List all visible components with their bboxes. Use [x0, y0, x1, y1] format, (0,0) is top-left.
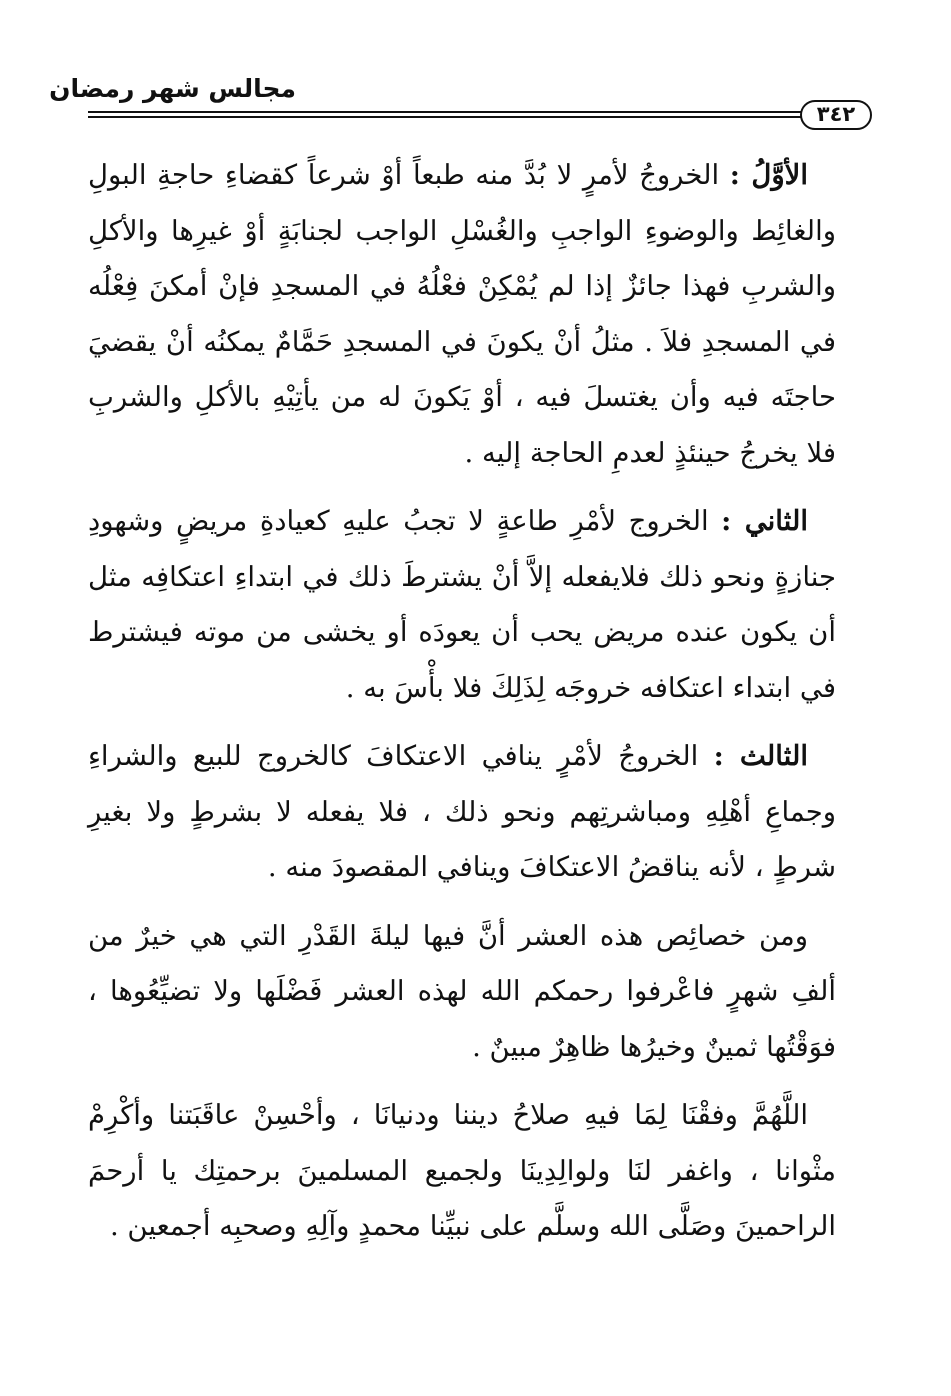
header-double-rule — [88, 111, 806, 119]
page-body — [88, 148, 836, 1268]
paragraph-text: اللَّهُمَّ وفقْنَا لِمَا فيهِ صلاحُ ديننا ودنيانَا ، وأحْسِنْ عاقَبَتنا وأكْرِمْ مثْوانا ، واغفر لنَا ولوالِدِينَا ولجميع المسلمينَ برحمتِك يا أرحمَ الراحمينَ وصَلَّى الله وسلَّم على نبيِّنا محمدٍ وآلِهِ وصحبِه أجمعين . — [88, 1099, 836, 1242]
page-number-badge: ٣٤٢ — [800, 100, 872, 130]
header-rule-top-line — [88, 111, 806, 113]
paragraph-text: الخروجُ لأمْرٍ ينافي الاعتكافَ كالخروج للبيع والشراءِ وجماعِ أهْلِهِ ومباشرتِهم ونحو ذلك ، فلا يفعله لا بشرطٍ ولا بغيرِ شرطٍ ، لأنه يناقضُ الاعتكافَ وينافي المقصودَ منه . — [88, 740, 836, 883]
paragraph-lead: الثالث : — [713, 740, 808, 772]
paragraph-closing-prayer — [88, 1088, 836, 1255]
paragraph-laylat-al-qadr — [88, 909, 836, 1076]
paragraph-lead: الأوَّلُ : — [729, 159, 808, 191]
paragraph-first-case — [88, 148, 836, 481]
paragraph-text: الخروج لأمْرِ طاعةٍ لا تجبُ عليهِ كعيادةِ مريضٍ وشهودِ جنازةٍ ونحو ذلك فلايفعله إلاَّ أنْ يشترطَ ذلك في ابتداءِ اعتكافِه مثل أن يكون عنده مريض يحب أن يعودَه أو يخشى من موته فيشترط في ابتداء اعتكافه خروجَه لِذَلِكَ فلا بأْسَ به . — [88, 505, 836, 704]
paragraph-third-case — [88, 729, 836, 896]
paragraph-lead: الثاني : — [721, 505, 808, 537]
paragraph-text: ومن خصائِص هذه العشر أنَّ فيها ليلةَ القَدْرِ التي هي خيرٌ من ألفِ شهرٍ فاعْرفوا رحمكم الله لهذه العشر فَضْلَها ولا تضيِّعُوها ، فوَقْتُها ثمينٌ وخيرُها ظاهِرٌ مبينٌ . — [88, 919, 836, 1063]
header-rule-bottom-line — [88, 116, 806, 118]
running-header-title: مجالس شهر رمضان — [49, 74, 296, 103]
paragraph-second-case — [88, 494, 836, 716]
paragraph-text: الخروجُ لأمرٍ لا بُدَّ منه طبعاً أوْ شرعاً كقضاءِ حاجةِ البولِ والغائِط والوضوءِ الواجبِ والغُسْلِ الواجب لجنابَةٍ أوْ غيرِها والأكلِ والشربِ فهذا جائزٌ إذا لم يُمْكِنْ فعْلُهُ في المسجدِ فإنْ أمكنَ فِعْلُه في المسجدِ فلاَ . مثلُ أنْ يكونَ في المسجدِ حَمَّامٌ يمكنُه أنْ يقضيَ حاجتَه فيه وأن يغتسلَ فيه ، أوْ يَكونَ له من يأتِيْهِ بالأكلِ والشربِ فلا يخرجُ حينئذٍ لعدمِ الحاجة إليه . — [88, 159, 836, 469]
